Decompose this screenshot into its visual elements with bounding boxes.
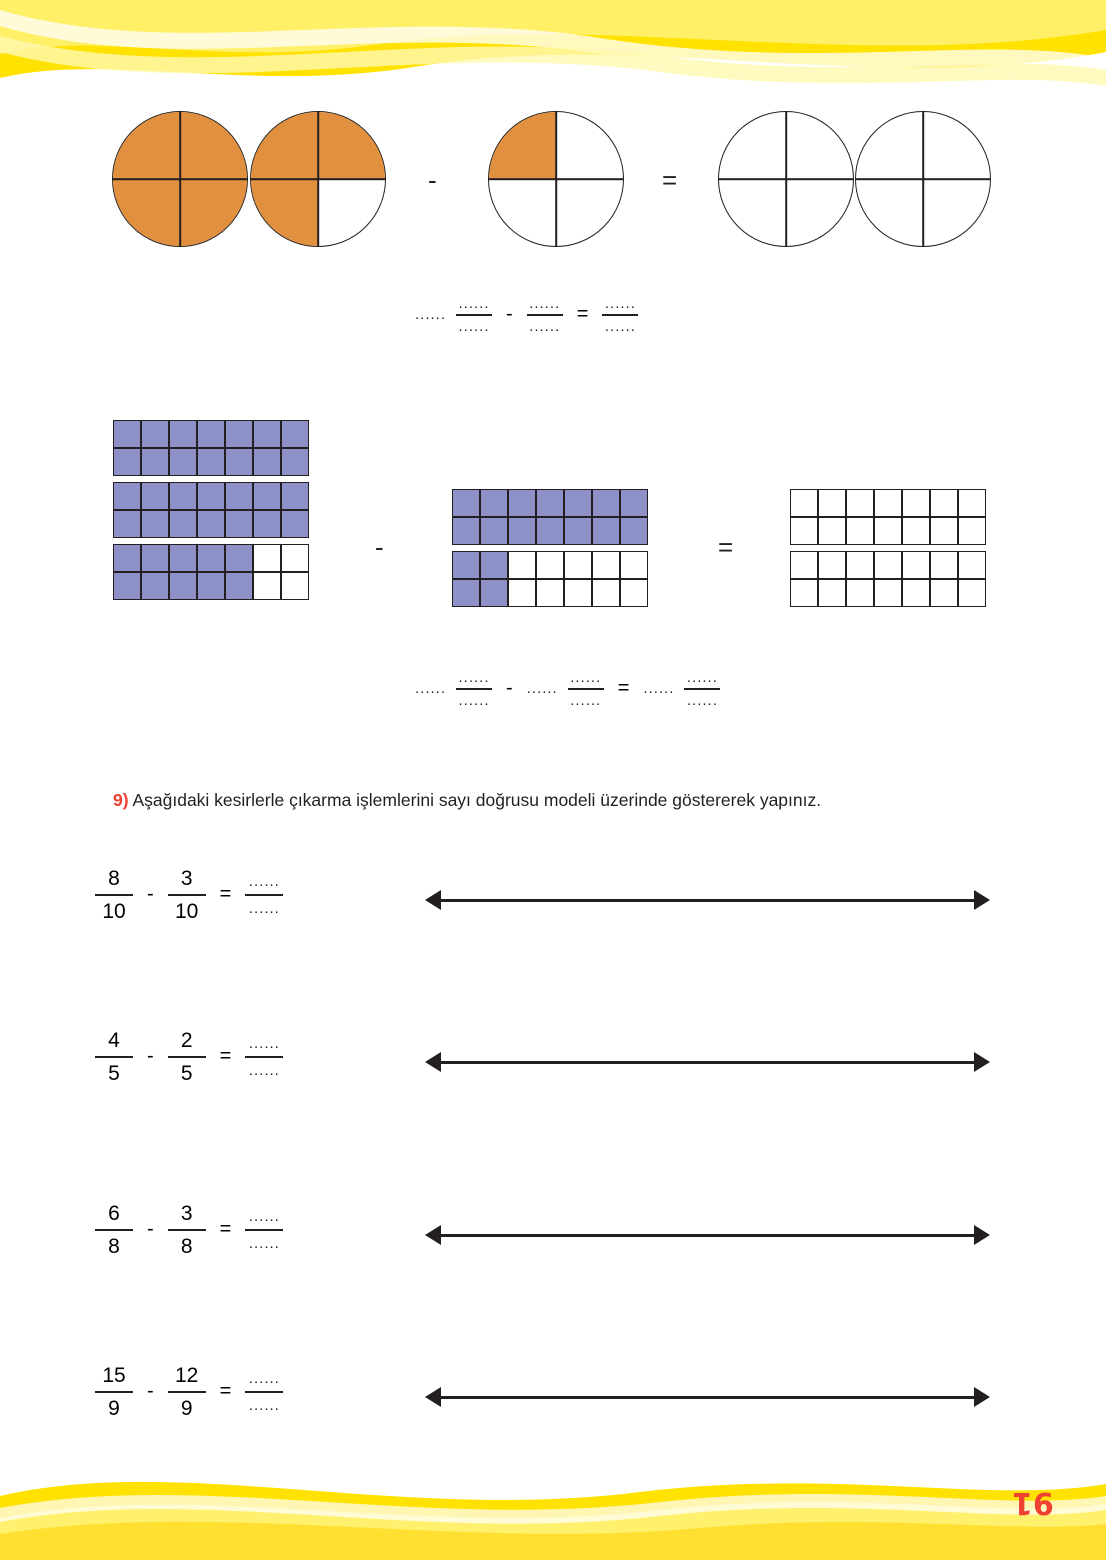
number-line-4[interactable] [425,1387,990,1407]
answer-fraction-1[interactable] [245,874,283,916]
grid-block-minuend-2 [113,482,309,538]
question-9 [113,790,1013,811]
fraction-blank-4[interactable] [456,670,492,708]
grid-block-result-1[interactable] [790,489,986,545]
answer-numerator-3[interactable]: ...... [248,1208,280,1225]
fraction-3b [168,1203,206,1257]
denominator-blank-2[interactable]: ...... [529,317,561,335]
denominator-3b: 8 [180,1234,193,1258]
equation-minus-1: - [506,303,513,326]
numerator-4b: 12 [174,1364,199,1387]
answer-fraction-3[interactable] [245,1209,283,1251]
equation-equals-1: = [576,303,589,326]
page-number: 91 [1012,1485,1054,1520]
operator-equals-ex4: = [219,1380,232,1403]
exercise-row-1 [95,868,1055,978]
fraction-4b [168,1365,206,1419]
numerator-blank-6[interactable]: ...... [686,669,718,686]
fraction-blank-5[interactable] [568,670,604,708]
operator-minus-circles: - [428,165,437,195]
numerator-3b: 3 [180,1202,193,1225]
denominator-blank-6[interactable]: ...... [686,691,718,709]
grid-block-subtrahend-2 [452,551,648,607]
exercise-row-3 [95,1203,1055,1313]
arrow-right-icon [974,1225,990,1245]
exercise-expression-2 [95,1030,283,1084]
whole-blank-2c[interactable]: ...... [643,680,675,698]
decorative-wave-top [0,0,1106,110]
denominator-2a: 5 [108,1061,120,1085]
grid-subtrahend [452,489,648,613]
numerator-blank-5[interactable]: ...... [570,669,602,686]
operator-minus-ex3: - [147,1218,154,1241]
exercise-row-2 [95,1030,1055,1140]
fraction-4a [95,1365,133,1419]
exercise-expression-1 [95,868,283,922]
arrow-right-icon [974,1387,990,1407]
circle-minuend-2 [250,111,386,247]
operator-minus-ex2: - [147,1045,154,1068]
denominator-1a: 10 [102,899,126,923]
answer-fraction-4[interactable] [245,1371,283,1413]
fraction-1b [168,868,206,922]
operator-equals-ex1: = [219,883,232,906]
grid-result[interactable] [790,489,986,613]
numerator-blank-2[interactable]: ...... [529,295,561,312]
denominator-3a: 8 [108,1234,120,1258]
numerator-4a: 15 [102,1364,126,1387]
numerator-2a: 4 [108,1029,120,1052]
numerator-blank-3[interactable]: ...... [604,295,636,312]
circle-minuend-1 [112,111,248,247]
operator-minus-grids: - [375,532,384,562]
denominator-2b: 5 [180,1061,193,1085]
answer-fraction-2[interactable] [245,1036,283,1078]
equation-minus-2: - [506,677,513,700]
grid-block-result-2[interactable] [790,551,986,607]
denominator-blank-4[interactable]: ...... [458,691,490,709]
decorative-wave-bottom [0,1430,1106,1560]
circle-result-2[interactable] [855,111,991,247]
numerator-3a: 6 [108,1202,120,1225]
circle-subtrahend-1 [488,111,624,247]
arrow-right-icon [974,890,990,910]
circle-model-equation [415,296,638,334]
whole-blank-1[interactable]: ...... [415,306,447,324]
answer-numerator-1[interactable]: ...... [248,873,280,890]
denominator-4a: 9 [108,1396,120,1420]
operator-equals-ex2: = [219,1045,232,1068]
numerator-1b: 3 [180,867,193,890]
numerator-2b: 2 [180,1029,193,1052]
grid-model-equation [415,670,720,708]
fraction-2b [168,1030,206,1084]
operator-equals-circles: = [662,165,678,195]
answer-numerator-2[interactable]: ...... [248,1035,280,1052]
number-line-3[interactable] [425,1225,990,1245]
grid-minuend [113,420,309,606]
fraction-blank-2[interactable] [527,296,563,334]
exercise-expression-3 [95,1203,283,1257]
fraction-blank-1[interactable] [456,296,492,334]
fraction-blank-3[interactable] [602,296,638,334]
answer-denominator-1[interactable]: ...... [248,899,280,917]
grid-block-minuend-1 [113,420,309,476]
operator-equals-ex3: = [219,1218,232,1241]
denominator-1b: 10 [174,899,199,923]
number-line-1[interactable] [425,890,990,910]
numerator-1a: 8 [108,867,120,890]
fraction-2a [95,1030,133,1084]
question-text: Aşağıdaki kesirlerle çıkarma işlemlerini sayı doğrusu modeli üzerinde göstererek yapınız. [132,790,822,810]
grid-block-subtrahend-1 [452,489,648,545]
arrow-right-icon [974,1052,990,1072]
numerator-blank-1[interactable]: ...... [458,295,490,312]
operator-equals-grids: = [718,532,734,562]
denominator-blank-3[interactable]: ...... [604,317,636,335]
denominator-blank-5[interactable]: ...... [570,691,602,709]
fraction-3a [95,1203,133,1257]
numerator-blank-4[interactable]: ...... [458,669,490,686]
number-line-2[interactable] [425,1052,990,1072]
grid-block-minuend-3 [113,544,309,600]
answer-numerator-4[interactable]: ...... [248,1370,280,1387]
exercise-expression-4 [95,1365,283,1419]
operator-minus-ex4: - [147,1380,154,1403]
operator-minus-ex1: - [147,883,154,906]
denominator-4b: 9 [180,1396,193,1420]
whole-blank-2b[interactable]: ...... [526,680,558,698]
circle-model-row [0,105,1106,255]
fraction-blank-6[interactable] [684,670,720,708]
denominator-blank-1[interactable]: ...... [458,317,490,335]
whole-blank-2a[interactable]: ...... [415,680,447,698]
circle-result-1[interactable] [718,111,854,247]
question-number: 9) [113,790,129,810]
answer-denominator-4[interactable]: ...... [248,1396,280,1414]
fraction-1a [95,868,133,922]
equation-equals-2: = [617,677,630,700]
answer-denominator-2[interactable]: ...... [248,1061,280,1079]
answer-denominator-3[interactable]: ...... [248,1234,280,1252]
